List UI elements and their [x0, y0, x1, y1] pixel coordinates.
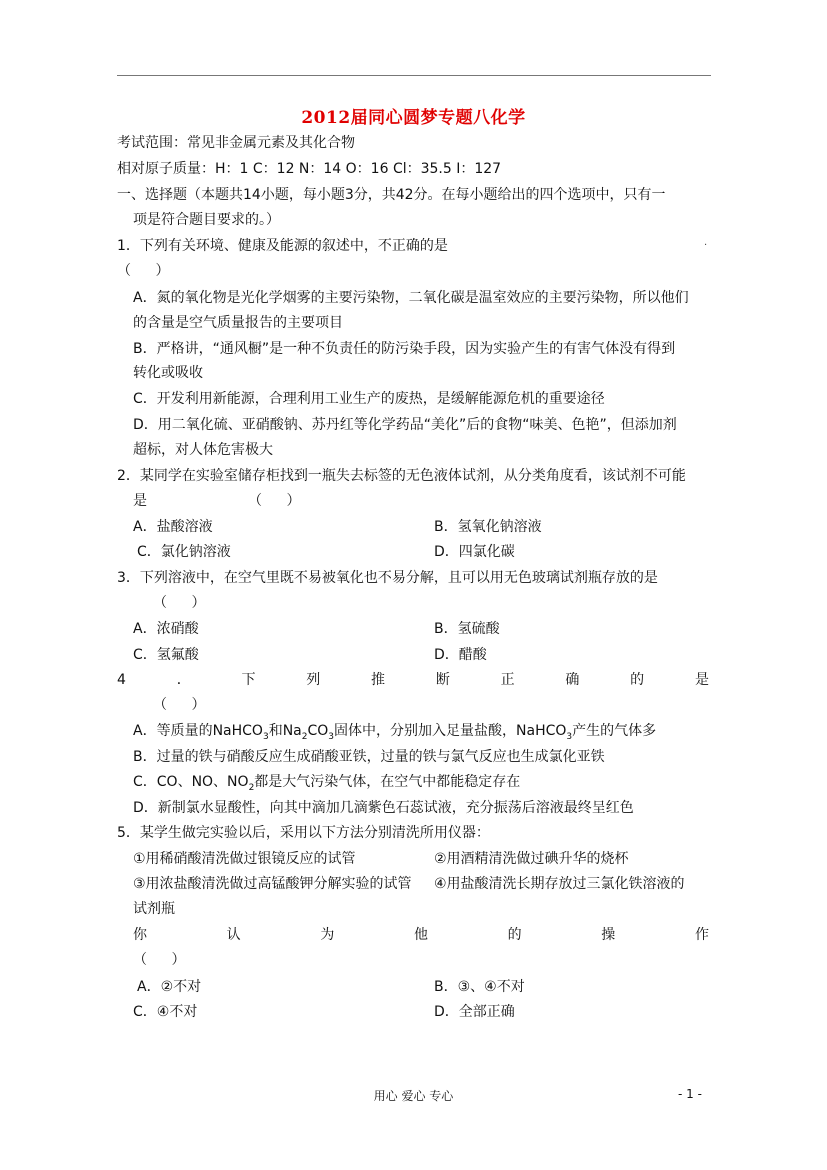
q1-option-b-cont: 转化或吸收	[133, 365, 203, 381]
question-3-answer-paren: （ ）	[153, 595, 216, 611]
q5-stem-char: 你	[133, 927, 147, 943]
q5-option-c: C．④不对	[133, 1004, 198, 1020]
q4-option-b: B．过量的铁与硝酸反应生成硝酸亚铁，过量的铁与氯气反应也生成氯化亚铁	[133, 749, 605, 765]
question-2-stem-cont: 是	[133, 493, 147, 509]
question-5-stem-2	[133, 926, 709, 944]
q3-option-a: A．浓硝酸	[133, 621, 199, 637]
question-2-stem: 2．某同学在实验室储存柜找到一瓶失去标签的无色液体试剂，从分类角度看，该试剂不可能	[117, 468, 686, 484]
q3-option-c: C．氢氟酸	[133, 647, 199, 663]
page-title: 2012届同心圆梦专题八化学	[301, 108, 526, 128]
q4-stem-char: 正	[500, 672, 515, 688]
q5-option-b: B．③、④不对	[434, 979, 525, 995]
q4-stem-char: 断	[435, 672, 450, 688]
q4-option-c: C．CO、NO、$NO_2$都是大气污染气体，在空气中都能稳定存在	[133, 774, 521, 793]
footer-motto: 用心 爱心 专心	[373, 1089, 454, 1103]
q3-option-b: B．氢硫酸	[434, 621, 500, 637]
q4-stem-char: 确	[565, 672, 580, 688]
q2-option-a: A．盐酸溶液	[133, 519, 213, 535]
q5-stem-char: 作	[694, 927, 709, 943]
q5-stem-char: 操	[601, 927, 616, 943]
q4-stem-char: ．	[176, 672, 191, 688]
q5-option-a: A．②不对	[137, 979, 202, 995]
q3-option-d: D．醋酸	[434, 647, 487, 663]
q5-item-2: ②用酒精清洗做过碘升华的烧杯	[434, 851, 629, 867]
q4-stem-char: 4	[117, 672, 126, 688]
q4-option-d: D．新制氯水显酸性，向其中滴加几滴紫色石蕊试液，充分振荡后溶液最终呈红色	[133, 800, 634, 816]
q5-stem-char: 的	[507, 927, 522, 943]
question-4-answer-paren: （ ）	[153, 697, 216, 713]
page-number: - 1 -	[678, 1087, 702, 1101]
q5-item-4-cont: 试剂瓶	[133, 901, 175, 917]
stray-dot: .	[704, 237, 708, 248]
q4-stem-char: 的	[630, 672, 645, 688]
q4-stem-char: 推	[371, 672, 386, 688]
q4-stem-char: 下	[241, 672, 256, 688]
question-1-answer-paren: （ ）	[117, 263, 180, 279]
q1-option-c: C．开发利用新能源，合理利用工业生产的废热，是缓解能源危机的重要途径	[133, 391, 605, 407]
question-3-stem: 3．下列溶液中，在空气里既不易被氧化也不易分解，且可以用无色玻璃试剂瓶存放的是	[117, 570, 658, 586]
question-4-stem	[117, 671, 709, 689]
section-heading-cont: 项是符合题目要求的。）	[133, 212, 280, 228]
q5-stem-char: 他	[413, 927, 428, 943]
q2-option-c: C．氯化钠溶液	[137, 544, 231, 560]
question-5-stem: 5．某学生做完实验以后，采用以下方法分别清洗所用仪器：	[117, 825, 490, 841]
question-5-answer-paren: （ ）	[133, 952, 196, 968]
q5-item-3: ③用浓盐酸清洗做过高锰酸钾分解实验的试管	[133, 876, 412, 892]
q5-item-4: ④用盐酸清洗长期存放过三氯化铁溶液的	[434, 876, 685, 892]
q1-option-b: B．严格讲，“通风橱”是一种不负责任的防污染手段，因为实验产生的有害气体没有得到	[133, 341, 676, 357]
q5-item-1: ①用稀硝酸清洗做过银镜反应的试管	[133, 851, 356, 867]
header-rule	[117, 75, 711, 76]
atomic-mass: 相对原子质量：H：1 C：12 N：14 O：16 Cl：35.5 I：127	[117, 161, 502, 177]
q2-option-d: D．四氯化碳	[434, 544, 515, 560]
q1-option-a-cont: 的含量是空气质量报告的主要项目	[133, 315, 343, 331]
question-2-answer-paren: （ ）	[248, 493, 311, 509]
q5-option-d: D．全部正确	[434, 1004, 515, 1020]
q1-option-a: A．氮的氧化物是光化学烟雾的主要污染物，二氧化碳是温室效应的主要污染物，所以他们	[133, 290, 689, 306]
q4-stem-char: 列	[306, 672, 321, 688]
q4-option-a: A．等质量的NaHCO$_3$和$Na_2CO_3$固体中，分别加入足量盐酸，NaHCO$_3$产生的气体多	[133, 723, 657, 742]
q1-option-d: D．用二氧化硫、亚硝酸钠、苏丹红等化学药品“美化”后的食物“味美、色艳”，但添加剂	[133, 417, 677, 433]
q4-stem-char: 是	[694, 672, 709, 688]
exam-scope: 考试范围：常见非金属元素及其化合物	[117, 135, 355, 151]
q1-option-d-cont: 超标，对人体危害极大	[133, 442, 273, 458]
q2-option-b: B．氢氧化钠溶液	[434, 519, 542, 535]
section-heading: 一、选择题（本题共14小题，每小题3分，共42分。在每小题给出的四个选项中，只有一	[117, 187, 666, 203]
question-1-stem: 1．下列有关环境、健康及能源的叙述中，不正确的是	[117, 238, 448, 254]
q5-stem-char: 为	[320, 927, 335, 943]
q5-stem-char: 认	[226, 927, 241, 943]
